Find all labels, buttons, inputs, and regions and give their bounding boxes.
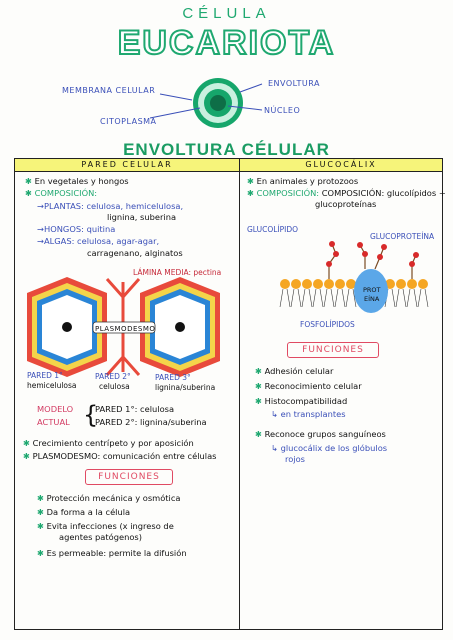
label-pared3: PARED 3° [155,373,191,382]
label-pared3-sub: lignina/suberina [155,383,216,392]
label-plasmodesmo: PLASMODESMO [95,325,156,333]
label-fosfolipidos: FOSFOLÍPIDOS [300,320,355,329]
label-pared2: PARED 2° [95,372,131,381]
right-line-2: glucoproteínas [315,199,377,209]
comparison-table [14,158,446,630]
cell-illustration [0,0,453,140]
left-bullet-0: ✱ Crecimiento centrípeto y por aposición [23,438,194,448]
label-cytoplasm: CITOPLASMA [100,117,157,126]
right-func-5: ↳ glucocálix de los glóbulos [271,443,388,453]
section-title: ENVOLTURA CÉLULAR [123,140,330,159]
modelo-line-2: PARED 2°: lignina/suberina [95,417,207,427]
modelo-label-2: ACTUAL [37,417,70,427]
label-membrane: MEMBRANA CELULAR [62,86,156,95]
left-func-2: ✱ Evita infecciones (x ingreso de [37,521,174,531]
funciones-box-right: FUNCIONES [287,342,379,358]
label-glucolipido: GLUCOLÍPIDO [247,225,299,234]
label-pared1: PARED 1° [27,371,63,380]
left-line-6: carragenano, alginatos [87,248,183,258]
label-glucoproteina: GLUCOPROTEÍNA [370,232,435,241]
label-nucleus: NÚCLEO [264,106,301,115]
label-envelope: ENVOLTURA [268,79,320,88]
left-func-0: ✱ Protección mecánica y osmótica [37,493,181,503]
left-line-4: →HONGOS: quitina [37,224,116,234]
left-line-2: →PLANTAS: celulosa, hemicelulosa, [37,201,184,211]
modelo-line-1: PARED 1°: celulosa [95,404,175,414]
left-line-1: ✱ COMPOSICIÓN: [25,188,98,198]
left-func-1: ✱ Da forma a la célula [37,507,131,517]
right-func-1: ✱ Reconocimiento celular [255,381,362,391]
label-protein: PROT [363,286,381,294]
left-bullet-1: ✱ PLASMODESMO: comunicación entre células [23,451,217,461]
right-func-4: ✱ Reconoce grupos sanguíneos [255,429,386,439]
right-func-0: ✱ Adhesión celular [255,366,334,376]
right-line-1: ✱ COMPOSICIÓN: COMPOSICIÓN: glucolípidos + [247,188,446,198]
col-header-glucocalix: GLUCOCÁLIX [240,159,442,172]
funciones-box-left: FUNCIONES [85,469,173,485]
label-lamina: LÁMINA MEDIA: pectina [133,268,222,277]
label-pared1-sub: hemicelulosa [27,381,77,390]
right-func-6: rojos [285,454,306,464]
right-func-3: ↳ en transplantes [271,409,346,419]
label-protein-2: EÍNA [364,295,380,303]
title-main: EUCARIOTA [117,24,336,62]
col-header-pared: PARED CELULAR [15,159,239,172]
left-line-0: ✱ En vegetales y hongos [25,176,129,186]
modelo-label-1: MODELO [37,404,74,414]
left-func-4: ✱ Es permeable: permite la difusión [37,548,187,558]
left-func-3: agentes patógenos) [59,532,142,542]
brace: { [83,401,99,429]
right-line-0: ✱ En animales y protozoos [247,176,359,186]
left-line-5: →ALGAS: celulosa, agar-agar, [37,236,160,246]
title-small: CÉLULA [182,5,271,22]
left-line-3: lignina, suberina [107,212,177,222]
label-pared2-sub: celulosa [99,382,130,391]
right-func-2: ✱ Histocompatibilidad [255,396,348,406]
